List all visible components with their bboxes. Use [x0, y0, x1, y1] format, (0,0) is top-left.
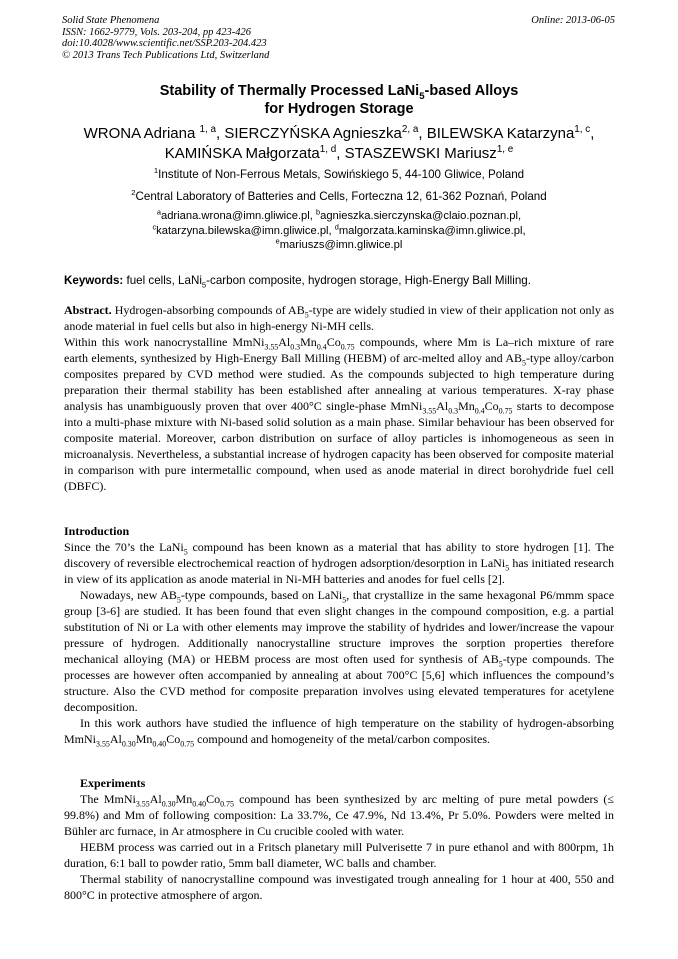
- author: , SIERCZYŃSKA Agnieszka: [215, 125, 402, 142]
- author-list: WRONA Adriana $^{1, a}$, SIERCZYŃSKA Agnieszka$^{2, a}$, BILEWSKA Katarzyna$^{1, c}$, KAMIŃSKA Małgorzata$^{1, d}$, STASZEWSKI Mariusz$^{1, e}$: [83, 124, 595, 162]
- abstract-label: Abstract.: [64, 303, 112, 317]
- section-heading: Introduction: [64, 524, 130, 538]
- affiliation: $^2$Central Laboratory of Batteries and Cells, Forteczna 12, 61-362 Poznań, Poland: [131, 188, 547, 203]
- journal-header: [62, 15, 422, 61]
- author: , BILEWSKA Katarzyna: [418, 125, 575, 142]
- copyright-line: © 2013 Trans Tech Publications Ltd, Switzerland: [62, 49, 270, 61]
- experiments-section: Experiments The $MmNi_{3.55}Al_{0.30}Mn_{0.40}Co_{0.75}$ compound has been synthesized by arc melting of pure metal powders (≤ 99.8%) and Mm of following composition: La 33.7%, Ce 47.9%, Nd 13.4%, Pr 5.0%. Powders were melted in Bühler arc furnace, in Ar atmosphere in Cu crucible cooled with water. HEBM process was carried out in a Fritsch planetary mill Pulverisette 7 in pure ethanol and with 800rpm, 1h duration, 6:1 ball to powder ratio, 5mm ball diameter, WC balls and chamber. Thermal stability of nanocrystalline compound was investigated trough annealing for 1 hour at 400, 550 and 800°C in protective atmosphere of argon.: [64, 776, 614, 902]
- email-link[interactable]: malgorzata.kaminska@imn.gliwice.pl,: [338, 224, 526, 237]
- email-link[interactable]: adriana.wrona@imn.gliwice.pl,: [160, 210, 316, 222]
- author: KAMIŃSKA Małgorzata: [164, 145, 320, 162]
- paragraph: HEBM process was carried out in a Fritsch planetary mill Pulverisette 7 in pure ethanol and with 800rpm, 1h duration, 6:1 ball to powder ratio, 5mm ball diameter, WC balls and chamber.: [64, 840, 614, 870]
- paper-title: Stability of Thermally Processed LaNi$_5$-based Alloys for Hydrogen Storage: [159, 83, 519, 117]
- email-link[interactable]: agnieszka.sierczynska@claio.poznan.pl,: [320, 210, 522, 222]
- email-link[interactable]: katarzyna.bilewska@imn.gliwice.pl,: [156, 224, 335, 237]
- introduction-section: Introduction Since the 70’s the LaNi$_5$ compound has been known as a material that has ability to store hydrogen [1]. The discovery of reversible electrochemical reaction of hydrogen adsorption/desorption in LaNi$_5$ has initiated research in view of its application as anode material in Ni-MH batteries and anodes for fuel cells [2]. Nowadays, new $AB_5$-type compounds, based on LaNi$_5$, that crystallize in the same hexagonal P6/mmm space group [3-6] are studied. It has been found that even slight changes in the compound composition, e.g. a partial substitution of Ni or La with other elements may improve the stability of hydrides and lower/increase the vapour pressure of hydrogen. Additionally nanocrystalline structure improves the sorption properties therefore mechanical alloying (MA) or HEBM process are most often used for synthesis of $AB_5$-type compounds. The processes are however often accompanied by annealing at about 700°C [5,6] which influences the compound’s structure. Also the CVD method for composite preparation involves using elevated temperatures for acetylene decomposition. In this work authors have studied the influence of high temperature on the stability of hydrogen-absorbing $MmNi_{3.55}Al_{0.30}Mn_{0.40}Co_{0.75}$ compound and homogeneity of the metal/carbon composites.: [64, 524, 615, 749]
- doi-line: doi:10.4028/www.scientific.net/SSP.203-204.423: [62, 38, 267, 49]
- author: , STASZEWSKI Mariusz: [336, 145, 497, 162]
- keywords-label: Keywords:: [64, 274, 124, 287]
- paragraph: Thermal stability of nanocrystalline compound was investigated trough annealing for 1 hour at 400, 550 and 800°C in protective atmosphere of argon.: [64, 872, 614, 902]
- affiliation: $^1$Institute of Non-Ferrous Metals, Sowińskiego 5, 44-100 Gliwice, Poland: [153, 166, 525, 181]
- email-link[interactable]: mariuszs@imn.gliwice.pl: [279, 239, 403, 251]
- issn-line: ISSN: 1662-9779, Vols. 203-204, pp 423-426: [62, 26, 251, 38]
- online-date: Online: 2013-06-05: [531, 15, 615, 26]
- author-emails: $^a$adriana.wrona@imn.gliwice.pl, $^b$agnieszka.sierczynska@claio.poznan.pl, $^c$katarzyna.bilewska@imn.gliwice.pl, $^d$malgorzata.kaminska@imn.gliwice.pl, $^e$mariuszs@imn.gliwice.pl: [152, 207, 526, 251]
- section-heading: Experiments: [80, 776, 146, 790]
- journal-name: Solid State Phenomena: [62, 15, 160, 26]
- author: WRONA Adriana: [83, 125, 200, 142]
- keywords: Keywords: fuel cells, LaNi$_5$-carbon composite, hydrogen storage, High-Energy Ball Milling.: [64, 274, 531, 290]
- abstract: Abstract. Hydrogen-absorbing compounds of $AB_5$-type are widely studied in view of their application not only as anode material in fuel cells but also in high-energy Ni-MH cells. Within this work nanocrystalline $MmNi_{3.55}Al_{0.3}Mn_{0.4}Co_{0.75}$ compounds, where Mm is La–rich mixture of rare earth elements, synthesized by High-Energy Ball Milling (HEBM) of arc-melted alloy and $AB_5$-type alloy/carbon composites prepared by CVD method were studied. As the compounds subjected to high temperature during preparation their thermal stability has been established after annealing at various temperatures. X-ray phase analysis has unambiguously proven that over 400°C single-phase $MmNi_{3.55}Al_{0.3}Mn_{0.4}Co_{0.75}$ starts to decompose into a multi-phase mixture with Ni-based solid solution as a main phase. Similar behaviour has been observed for composite material. Moreover, carbon distribution on surface of alloy particles is inhomogeneous as seen in microanalysis. Nevertheless, a substantial increase of hydrogen capacity has been observed for composite material in comparison with pure intermetallic compound, when used as anode material in direct borohydride fuel cell (DBFC).: [64, 303, 614, 493]
